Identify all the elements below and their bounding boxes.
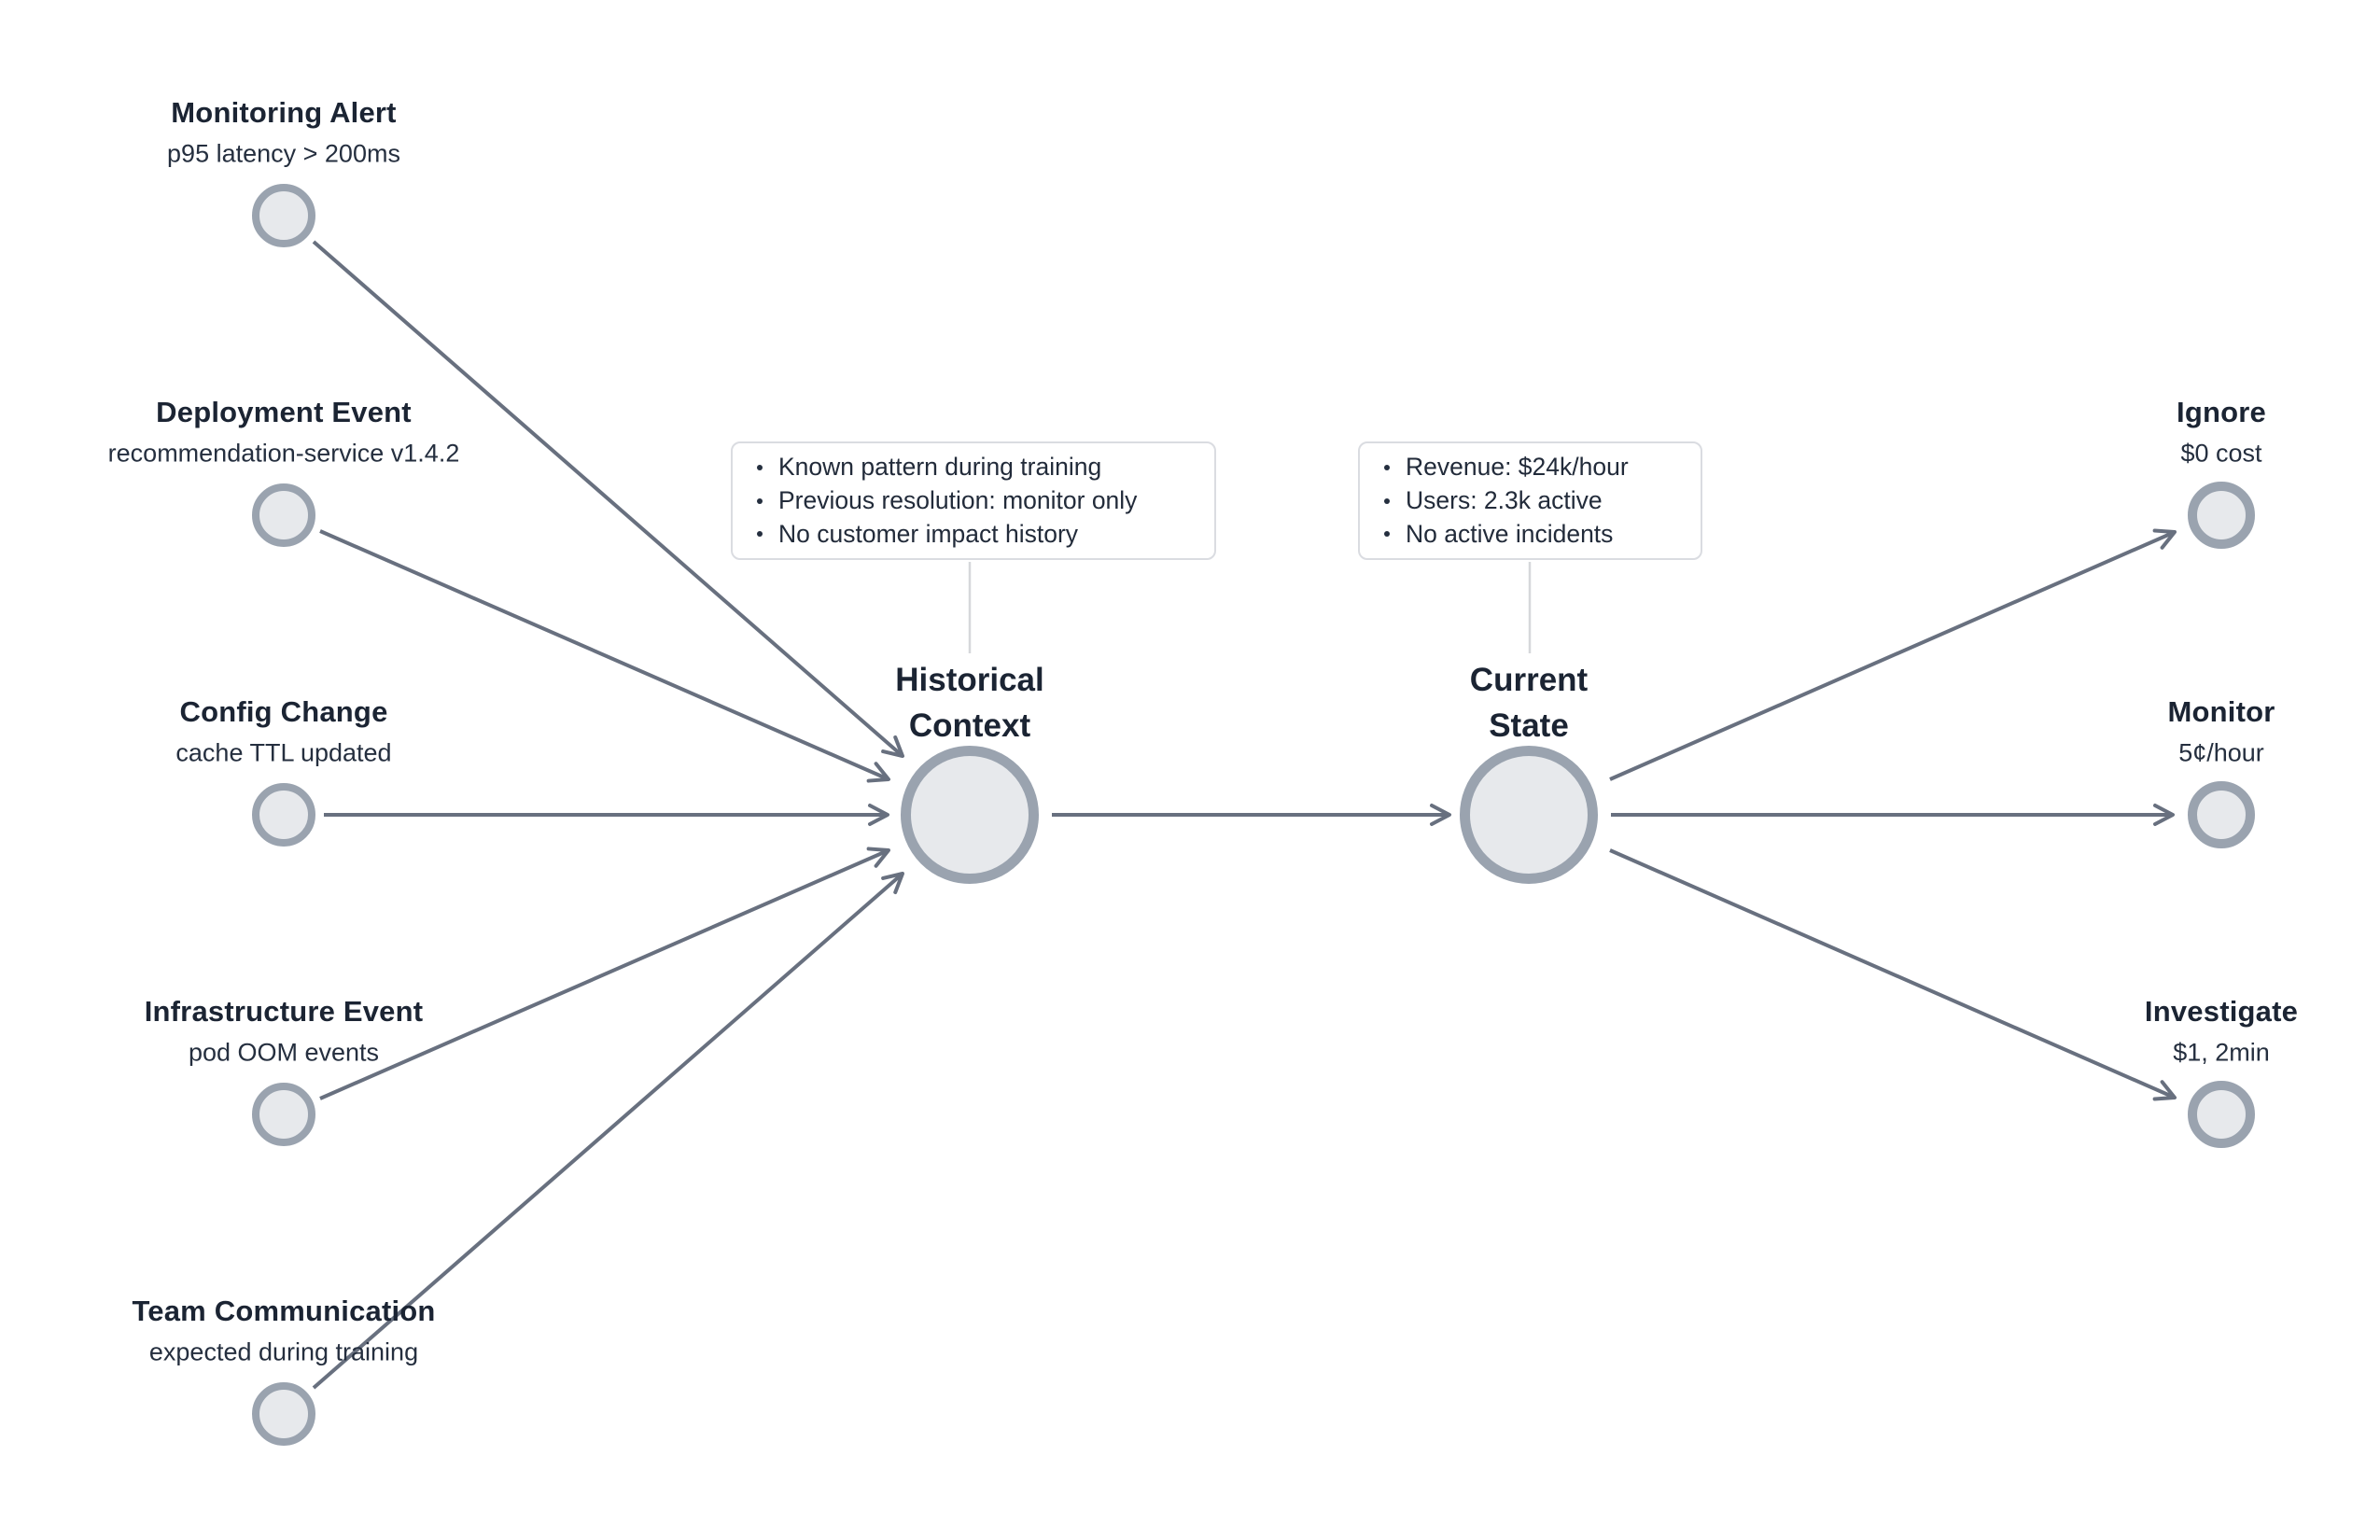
note-item-text: Previous resolution: monitor only (778, 486, 1138, 514)
edge-current-state-to-ignore (1610, 532, 2175, 779)
hub-label-historical-context (895, 657, 1044, 749)
output-title-ignore: Ignore (2177, 396, 2266, 428)
input-subtitle-deployment-event: recommendation-service v1.4.2 (107, 439, 460, 468)
input-subtitle-infrastructure-event: pod OOM events (188, 1038, 380, 1067)
hub-node-current-state (1465, 751, 1593, 879)
note-box-historical-context (731, 441, 1216, 560)
input-title-monitoring-alert: Monitoring Alert (171, 96, 397, 129)
note-item (757, 484, 1196, 518)
note-item (757, 517, 1196, 551)
output-title-monitor: Monitor (2167, 695, 2275, 728)
note-item (1384, 451, 1682, 484)
edge-deployment-event-to-historical-context (320, 531, 889, 779)
hub-label-current-state (1470, 657, 1588, 749)
input-title-infrastructure-event: Infrastructure Event (144, 995, 424, 1028)
edge-current-state-to-investigate (1610, 850, 2175, 1098)
input-title-deployment-event: Deployment Event (156, 396, 412, 428)
input-node-infrastructure-event (256, 1086, 312, 1142)
hub-node-historical-context (906, 751, 1034, 879)
note-box-current-state (1358, 441, 1702, 560)
input-title-team-communication: Team Communication (132, 1295, 436, 1327)
note-item-text: No customer impact history (778, 519, 1079, 548)
input-subtitle-config-change: cache TTL updated (175, 738, 392, 767)
bullet-dot-icon (1384, 465, 1390, 470)
output-subtitle-ignore: $0 cost (2180, 439, 2262, 468)
bullet-dot-icon (1384, 498, 1390, 504)
bullet-dot-icon (757, 465, 763, 470)
note-item-text: Revenue: $24k/hour (1406, 453, 1629, 482)
input-subtitle-team-communication: expected during training (148, 1337, 419, 1366)
output-subtitle-monitor: 5¢/hour (2178, 738, 2264, 767)
note-item (1384, 517, 1682, 551)
input-subtitle-monitoring-alert: p95 latency > 200ms (167, 139, 400, 168)
output-node-investigate (2192, 1085, 2250, 1143)
hub-label-line2: State (1489, 707, 1569, 744)
note-item-text: Users: 2.3k active (1406, 486, 1603, 514)
bullet-dot-icon (1384, 531, 1390, 537)
hub-label-line1: Historical (895, 662, 1044, 698)
output-node-ignore (2192, 486, 2250, 544)
input-node-team-communication (256, 1386, 312, 1442)
hub-label-line1: Current (1469, 662, 1589, 698)
output-title-investigate: Investigate (2144, 995, 2299, 1028)
output-node-monitor (2192, 786, 2250, 844)
bullet-dot-icon (757, 498, 763, 504)
input-node-config-change (256, 787, 312, 843)
hub-label-line2: Context (908, 707, 1031, 744)
note-item (757, 451, 1196, 484)
note-item-text: Known pattern during training (778, 453, 1102, 482)
note-item-text: No active incidents (1406, 519, 1614, 548)
input-title-config-change: Config Change (179, 695, 388, 728)
edge-infrastructure-event-to-historical-context (320, 850, 889, 1099)
input-node-deployment-event (256, 487, 312, 543)
bullet-dot-icon (757, 531, 763, 537)
output-subtitle-investigate: $1, 2min (2173, 1038, 2270, 1067)
note-item (1384, 484, 1682, 518)
input-node-monitoring-alert (256, 188, 312, 244)
